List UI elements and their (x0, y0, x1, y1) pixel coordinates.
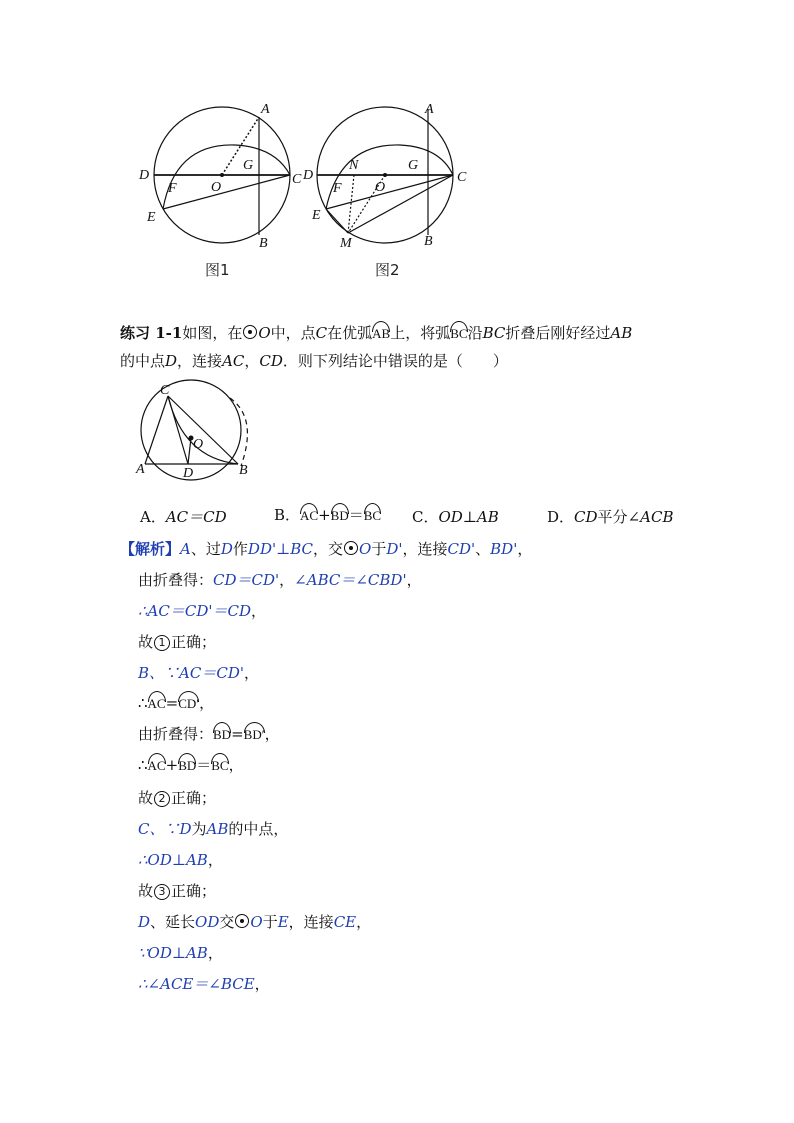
problem-var: AB (610, 324, 633, 342)
fig1-label-C: C (292, 172, 302, 187)
sol-text: ， (243, 664, 259, 682)
equals-sign: = (231, 725, 244, 743)
fig1-label-F: F (168, 181, 177, 196)
sol-var: OD (195, 913, 220, 931)
sol-var: O (250, 913, 263, 931)
option-a[interactable] (140, 507, 227, 527)
sol-text: 于 (371, 540, 387, 558)
option-c-label: C． (412, 508, 439, 526)
sol-var: ∵OD⊥AB (138, 944, 208, 962)
sol-var: 、∵D (149, 820, 192, 838)
fig1-label-A: A (261, 102, 270, 117)
solution-line-13 (138, 912, 371, 932)
sol-text: ， (207, 944, 223, 962)
problem-text: 的中点 (120, 352, 166, 370)
solution-line-2 (138, 570, 422, 590)
solution-line-4 (138, 632, 216, 652)
problem-var: BC (482, 324, 506, 342)
problem-text: ，连接 (177, 352, 223, 370)
problem-text: 中，点 (270, 324, 316, 342)
arc-AC: AC (300, 503, 318, 523)
fig1-label-D: D (139, 168, 150, 183)
fig3-label-B: B (239, 463, 248, 478)
option-a-text: AC＝CD (165, 508, 227, 526)
sol-text: 、过 (190, 540, 221, 558)
plus-sign: + (318, 506, 331, 524)
option-b-label: B． (274, 506, 301, 524)
arc-BD: BD (213, 722, 231, 742)
problem-var: O (258, 324, 271, 342)
sol-var: D (138, 913, 151, 931)
sol-text: ， (207, 851, 223, 869)
arc-BD-prime: BD′ (244, 722, 265, 742)
solution-line-12 (138, 881, 216, 901)
solution-line-5 (138, 663, 259, 683)
option-a-label: A． (140, 508, 166, 526)
sol-text: 、 (475, 540, 491, 558)
sol-text: 故 (138, 789, 154, 807)
solution-line-14 (138, 943, 223, 963)
equals-sign: ＝ (196, 756, 212, 774)
sol-var: CD＝CD' (213, 571, 280, 589)
fig1-label-E: E (147, 210, 156, 225)
sol-text: 正确； (171, 789, 217, 807)
sol-text: ，交 (312, 540, 343, 558)
sol-var: BD' (490, 540, 518, 558)
fig3-label-D: D (183, 466, 194, 481)
circle-dot-icon (344, 541, 358, 555)
sol-text: 故 (138, 633, 154, 651)
sol-text: ∴ (138, 756, 148, 774)
figure-1-caption: 图1 (205, 261, 230, 279)
sol-text: 正确； (171, 633, 217, 651)
fig3-label-C: C (160, 383, 170, 398)
sol-text: ∴ (138, 694, 148, 712)
sol-text: 为 (191, 820, 207, 838)
figure-2 (300, 95, 475, 255)
sol-text: ， (264, 725, 280, 743)
fig3-label-A: A (136, 462, 145, 477)
problem-text: 上，将弧 (390, 324, 451, 342)
equals-sign: ＝ (348, 506, 364, 524)
arc-CD-prime: CD′ (178, 691, 199, 711)
sol-text: ，连接 (402, 540, 448, 558)
sol-text: 故 (138, 882, 154, 900)
problem-text: 如图，在 (182, 324, 243, 342)
solution-line-6 (138, 691, 214, 713)
sol-text: 、延长 (150, 913, 196, 931)
option-d-text: 平分 (597, 508, 628, 526)
solution-line-11 (138, 850, 223, 870)
arc-BC: BC (364, 503, 381, 523)
option-d[interactable] (547, 507, 673, 527)
figure-1 (135, 95, 310, 255)
solution-line-3 (138, 601, 266, 621)
sol-text: 作 (232, 540, 248, 558)
sol-text: 的中点， (228, 820, 289, 838)
arc-AC: AC (148, 753, 166, 773)
fig2-label-O: O (375, 180, 386, 195)
problem-line-1 (120, 321, 632, 343)
sol-var: ∴∠ACE＝∠BCE (138, 975, 255, 993)
sol-var: CD' (447, 540, 476, 558)
problem-var: AC (222, 352, 245, 370)
solution-tag: 【解析】 (120, 540, 181, 558)
fig2-label-N: N (349, 158, 359, 173)
fig2-label-G: G (408, 158, 419, 173)
fig2-label-A: A (425, 102, 434, 117)
option-d-label: D． (547, 508, 575, 526)
solution-line-8 (138, 753, 244, 775)
sol-text: ， (254, 975, 270, 993)
solution-line-9 (138, 788, 216, 808)
sol-var: ∴AC＝CD'＝CD (138, 602, 251, 620)
fig1-label-B: B (259, 236, 268, 251)
arc-BD: BD (331, 503, 349, 523)
arc-BC: BC (450, 321, 467, 341)
circled-number: 3 (154, 884, 170, 900)
problem-line-2 (120, 351, 508, 371)
arc-AB: AB (372, 321, 390, 341)
circle-dot-icon (235, 914, 249, 928)
problem-text: 折叠后刚好经过 (505, 324, 611, 342)
solution-line-10 (138, 819, 288, 839)
fig1-label-G: G (243, 158, 254, 173)
option-d-var: CD (574, 508, 598, 526)
equals-sign: = (165, 694, 179, 712)
sol-text: ， (228, 756, 244, 774)
fig2-label-E: E (312, 208, 321, 223)
fig2-label-F: F (333, 181, 342, 196)
sol-var: ∠ABC＝∠CBD' (294, 571, 407, 589)
fig1-label-O: O (211, 180, 222, 195)
sol-var: B (138, 664, 150, 682)
fig2-label-C: C (457, 170, 467, 185)
problem-text: ．则下列结论中错误的是（ ） (282, 352, 508, 370)
sol-var: E (277, 913, 289, 931)
sol-text: ， (279, 571, 295, 589)
sol-text: ， (517, 540, 533, 558)
sol-text: 由折叠得： (138, 725, 214, 743)
sol-text: 正确； (171, 882, 217, 900)
option-c-text: OD⊥AB (438, 508, 499, 526)
problem-var: C (315, 324, 328, 342)
option-b[interactable] (274, 503, 381, 525)
solution-line-7 (138, 722, 280, 744)
fig2-label-B: B (424, 234, 433, 249)
solution-line-1 (120, 539, 532, 559)
figure-3 (133, 378, 273, 483)
fig3-label-O: O (193, 437, 204, 452)
problem-var: CD (259, 352, 283, 370)
plus-sign: + (165, 756, 179, 774)
option-c[interactable] (412, 507, 499, 527)
circled-number: 2 (154, 791, 170, 807)
sol-var: ∴OD⊥AB (138, 851, 208, 869)
problem-var: D (165, 352, 178, 370)
sol-text: ， (406, 571, 422, 589)
sol-text: 交 (219, 913, 235, 931)
sol-var: O (359, 540, 372, 558)
sol-var: AB (206, 820, 229, 838)
fig2-label-D: D (303, 168, 314, 183)
sol-var: CE (333, 913, 357, 931)
figure-2-caption: 图2 (375, 261, 400, 279)
option-d-var: ∠ACB (627, 508, 674, 526)
sol-var: C (138, 820, 150, 838)
arc-BC: BC (211, 753, 228, 773)
sol-text: ， (356, 913, 372, 931)
sol-text: 由折叠得： (138, 571, 214, 589)
problem-text: ， (244, 352, 260, 370)
sol-var: A (180, 540, 191, 558)
sol-text: ，连接 (288, 913, 334, 931)
sol-text: ， (250, 602, 266, 620)
solution-line-15 (138, 974, 270, 994)
sol-text: ， (199, 694, 215, 712)
sol-var: D' (386, 540, 403, 558)
circle-dot-icon (243, 325, 257, 339)
sol-text: 于 (262, 913, 278, 931)
circled-number: 1 (154, 635, 170, 651)
problem-text: 在优弧 (327, 324, 373, 342)
fig2-label-M: M (340, 236, 352, 251)
problem-text: 沿 (467, 324, 483, 342)
arc-BD: BD (178, 753, 196, 773)
arc-AC: AC (148, 691, 166, 711)
sol-var: DD'⊥BC (247, 540, 313, 558)
sol-var: D (220, 540, 233, 558)
problem-label: 练习 1-1 (120, 324, 183, 342)
sol-var: 、∵AC＝CD' (149, 664, 244, 682)
